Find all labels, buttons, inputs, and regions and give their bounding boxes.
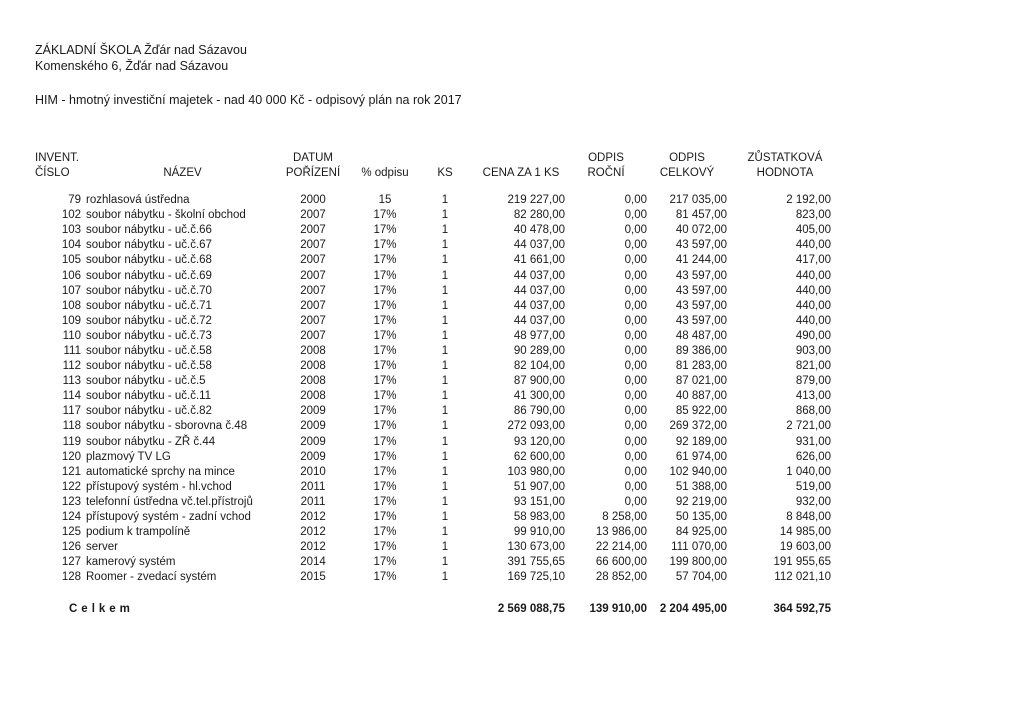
cell-annual-depreciation: 0,00 xyxy=(624,465,647,478)
cell-acquired-year: 2012 xyxy=(300,526,326,539)
cell-annual-depreciation: 22 214,00 xyxy=(595,541,647,554)
cell-name: soubor nábytku - ZŘ č.44 xyxy=(86,435,216,448)
cell-depreciation-pct: 15 xyxy=(378,194,392,207)
cell-unit-price: 44 037,00 xyxy=(513,239,565,252)
cell-depreciation-pct: 17% xyxy=(373,405,397,418)
cell-total-depreciation: 57 704,00 xyxy=(675,571,727,584)
cell-total-depreciation: 43 597,00 xyxy=(675,299,727,312)
cell-name: soubor nábytku - uč.č.11 xyxy=(86,390,212,403)
cell-invent-number: 122 xyxy=(61,480,81,493)
cell-invent-number: 111 xyxy=(63,344,81,357)
cell-total-depreciation: 92 219,00 xyxy=(675,495,727,508)
cell-residual-value: 440,00 xyxy=(795,314,831,327)
cell-unit-price: 51 907,00 xyxy=(513,480,565,493)
cell-acquired-year: 2011 xyxy=(300,480,326,493)
cell-unit-price: 87 900,00 xyxy=(513,375,565,388)
cell-depreciation-pct: 17% xyxy=(373,526,397,539)
cell-unit-price: 169 725,10 xyxy=(507,571,565,584)
cell-quantity: 1 xyxy=(441,526,449,539)
col-residual-value: ZŮSTATKOVÁ HODNOTA xyxy=(747,152,823,179)
cell-acquired-year: 2007 xyxy=(300,239,326,252)
cell-name: soubor nábytku - školní obchod xyxy=(86,209,246,222)
cell-name: soubor nábytku - uč.č.72 xyxy=(86,314,212,327)
table-row xyxy=(35,540,831,555)
cell-depreciation-pct: 17% xyxy=(373,450,397,463)
cell-residual-value: 405,00 xyxy=(795,224,831,237)
cell-invent-number: 113 xyxy=(62,375,81,388)
table-row xyxy=(35,435,831,450)
cell-unit-price: 82 280,00 xyxy=(513,209,565,222)
table-row xyxy=(35,419,831,434)
cell-name: podium k trampolíně xyxy=(86,526,191,539)
table-row xyxy=(35,193,831,208)
table-row xyxy=(35,284,831,299)
cell-total-depreciation: 40 072,00 xyxy=(675,224,727,237)
cell-unit-price: 44 037,00 xyxy=(513,284,565,297)
cell-depreciation-pct: 17% xyxy=(373,435,397,448)
cell-name: telefonní ústředna vč.tel.přístrojů xyxy=(86,495,253,508)
cell-depreciation-pct: 17% xyxy=(373,541,397,554)
cell-unit-price: 219 227,00 xyxy=(507,194,565,207)
cell-total-depreciation: 199 800,00 xyxy=(669,556,727,569)
cell-annual-depreciation: 0,00 xyxy=(624,254,647,267)
table-row xyxy=(35,268,831,283)
cell-quantity: 1 xyxy=(441,556,449,569)
cell-residual-value: 821,00 xyxy=(795,360,831,373)
cell-residual-value: 932,00 xyxy=(795,495,831,508)
cell-unit-price: 41 300,00 xyxy=(513,390,565,403)
total-unit-price: 2 569 088,75 xyxy=(497,602,565,615)
cell-residual-value: 440,00 xyxy=(795,239,831,252)
table-row xyxy=(35,329,831,344)
table-header xyxy=(35,150,831,193)
cell-name: soubor nábytku - uč.č.58 xyxy=(86,344,212,357)
table-row xyxy=(35,465,831,480)
cell-invent-number: 117 xyxy=(62,405,81,418)
table-row xyxy=(35,495,831,510)
cell-total-depreciation: 50 135,00 xyxy=(675,511,727,524)
cell-total-depreciation: 87 021,00 xyxy=(675,375,727,388)
cell-acquired-year: 2011 xyxy=(300,495,326,508)
cell-quantity: 1 xyxy=(441,390,449,403)
cell-depreciation-pct: 17% xyxy=(373,571,397,584)
cell-residual-value: 413,00 xyxy=(795,390,831,403)
school-address: Komenského 6, Žďár nad Sázavou xyxy=(35,59,229,73)
cell-depreciation-pct: 17% xyxy=(373,480,397,493)
cell-unit-price: 40 478,00 xyxy=(513,224,565,237)
cell-invent-number: 120 xyxy=(61,450,81,463)
cell-total-depreciation: 48 487,00 xyxy=(675,329,727,342)
cell-residual-value: 2 192,00 xyxy=(786,194,831,207)
cell-total-depreciation: 81 283,00 xyxy=(675,360,727,373)
cell-residual-value: 879,00 xyxy=(795,375,831,388)
cell-invent-number: 103 xyxy=(61,224,81,237)
cell-unit-price: 93 151,00 xyxy=(513,495,565,508)
cell-total-depreciation: 84 925,00 xyxy=(675,526,727,539)
cell-total-depreciation: 81 457,00 xyxy=(675,209,727,222)
cell-quantity: 1 xyxy=(441,194,449,207)
col-quantity: KS xyxy=(437,167,453,179)
cell-invent-number: 124 xyxy=(61,511,81,524)
cell-unit-price: 272 093,00 xyxy=(507,420,565,433)
cell-invent-number: 127 xyxy=(61,556,81,569)
cell-quantity: 1 xyxy=(441,420,449,433)
cell-unit-price: 93 120,00 xyxy=(513,435,565,448)
cell-annual-depreciation: 0,00 xyxy=(624,390,647,403)
cell-acquired-year: 2008 xyxy=(300,390,326,403)
cell-quantity: 1 xyxy=(441,495,449,508)
total-depreciation: 2 204 495,00 xyxy=(659,602,727,615)
cell-quantity: 1 xyxy=(441,571,449,584)
cell-acquired-year: 2008 xyxy=(300,375,326,388)
cell-annual-depreciation: 0,00 xyxy=(624,435,647,448)
cell-unit-price: 44 037,00 xyxy=(513,269,565,282)
table-row xyxy=(35,510,831,525)
cell-unit-price: 62 600,00 xyxy=(513,450,565,463)
cell-acquired-year: 2009 xyxy=(300,435,326,448)
cell-annual-depreciation: 0,00 xyxy=(624,284,647,297)
cell-annual-depreciation: 0,00 xyxy=(624,360,647,373)
cell-depreciation-pct: 17% xyxy=(373,344,397,357)
cell-annual-depreciation: 0,00 xyxy=(624,420,647,433)
cell-acquired-year: 2008 xyxy=(300,344,326,357)
cell-name: soubor nábytku - uč.č.70 xyxy=(86,284,212,297)
cell-annual-depreciation: 0,00 xyxy=(624,299,647,312)
cell-invent-number: 119 xyxy=(62,435,81,448)
cell-unit-price: 41 661,00 xyxy=(513,254,565,267)
cell-quantity: 1 xyxy=(441,375,449,388)
total-row xyxy=(35,585,831,619)
cell-quantity: 1 xyxy=(441,450,449,463)
cell-residual-value: 440,00 xyxy=(795,299,831,312)
cell-unit-price: 44 037,00 xyxy=(513,314,565,327)
table-row xyxy=(35,253,831,268)
table-row xyxy=(35,359,831,374)
cell-residual-value: 19 603,00 xyxy=(779,541,831,554)
cell-total-depreciation: 92 189,00 xyxy=(675,435,727,448)
cell-residual-value: 868,00 xyxy=(795,405,831,418)
cell-unit-price: 391 755,65 xyxy=(507,556,565,569)
cell-invent-number: 79 xyxy=(68,194,81,207)
table-row xyxy=(35,208,831,223)
cell-invent-number: 128 xyxy=(61,571,81,584)
cell-annual-depreciation: 66 600,00 xyxy=(595,556,647,569)
cell-annual-depreciation: 0,00 xyxy=(624,405,647,418)
cell-acquired-year: 2009 xyxy=(300,450,326,463)
col-date: DATUM POŘÍZENÍ xyxy=(285,152,341,179)
cell-depreciation-pct: 17% xyxy=(373,269,397,282)
col-name: NÁZEV xyxy=(163,167,202,179)
cell-annual-depreciation: 0,00 xyxy=(624,269,647,282)
cell-unit-price: 44 037,00 xyxy=(513,299,565,312)
cell-invent-number: 107 xyxy=(61,284,81,297)
cell-residual-value: 417,00 xyxy=(795,254,831,267)
cell-unit-price: 90 289,00 xyxy=(513,344,565,357)
cell-residual-value: 8 848,00 xyxy=(786,511,831,524)
table-body xyxy=(35,193,831,585)
table-row xyxy=(35,344,831,359)
cell-name: soubor nábytku - uč.č.58 xyxy=(86,360,212,373)
cell-residual-value: 1 040,00 xyxy=(786,465,831,478)
cell-annual-depreciation: 8 258,00 xyxy=(602,511,647,524)
cell-total-depreciation: 269 372,00 xyxy=(669,420,727,433)
cell-acquired-year: 2007 xyxy=(300,209,326,222)
cell-acquired-year: 2007 xyxy=(300,284,326,297)
cell-depreciation-pct: 17% xyxy=(373,254,397,267)
cell-invent-number: 110 xyxy=(62,329,81,342)
col-total-depreciation: ODPIS CELKOVÝ xyxy=(659,152,715,179)
cell-name: soubor nábytku - uč.č.69 xyxy=(86,269,212,282)
document-title: HIM - hmotný investiční majetek - nad 40 000 Kč - odpisový plán na rok 2017 xyxy=(35,93,462,107)
cell-quantity: 1 xyxy=(441,314,449,327)
cell-annual-depreciation: 0,00 xyxy=(624,209,647,222)
cell-annual-depreciation: 13 986,00 xyxy=(595,526,647,539)
cell-quantity: 1 xyxy=(441,299,449,312)
cell-residual-value: 490,00 xyxy=(795,329,831,342)
cell-acquired-year: 2014 xyxy=(300,556,326,569)
cell-total-depreciation: 43 597,00 xyxy=(675,269,727,282)
cell-annual-depreciation: 0,00 xyxy=(624,239,647,252)
col-annual-depreciation: ODPIS ROČNÍ xyxy=(587,152,625,179)
cell-total-depreciation: 43 597,00 xyxy=(675,284,727,297)
cell-acquired-year: 2008 xyxy=(300,360,326,373)
cell-unit-price: 86 790,00 xyxy=(513,405,565,418)
cell-total-depreciation: 89 386,00 xyxy=(675,344,727,357)
cell-annual-depreciation: 0,00 xyxy=(624,329,647,342)
cell-depreciation-pct: 17% xyxy=(373,360,397,373)
cell-depreciation-pct: 17% xyxy=(373,239,397,252)
cell-residual-value: 903,00 xyxy=(795,344,831,357)
cell-name: soubor nábytku - uč.č.5 xyxy=(86,375,206,388)
cell-invent-number: 109 xyxy=(61,314,81,327)
col-invent-number: INVENT. ČÍSLO xyxy=(35,152,80,179)
cell-quantity: 1 xyxy=(441,239,449,252)
cell-residual-value: 440,00 xyxy=(795,269,831,282)
cell-depreciation-pct: 17% xyxy=(373,299,397,312)
cell-unit-price: 99 910,00 xyxy=(513,526,565,539)
total-label: Celkem xyxy=(69,602,134,615)
cell-annual-depreciation: 0,00 xyxy=(624,495,647,508)
cell-residual-value: 823,00 xyxy=(795,209,831,222)
cell-quantity: 1 xyxy=(441,511,449,524)
cell-total-depreciation: 111 070,00 xyxy=(671,541,727,554)
table-row xyxy=(35,480,831,495)
cell-total-depreciation: 43 597,00 xyxy=(675,314,727,327)
cell-total-depreciation: 43 597,00 xyxy=(675,239,727,252)
asset-table xyxy=(35,150,831,619)
cell-annual-depreciation: 0,00 xyxy=(624,344,647,357)
cell-name: soubor nábytku - uč.č.66 xyxy=(86,224,212,237)
cell-acquired-year: 2007 xyxy=(300,329,326,342)
cell-quantity: 1 xyxy=(441,360,449,373)
cell-residual-value: 14 985,00 xyxy=(779,526,831,539)
cell-annual-depreciation: 0,00 xyxy=(624,450,647,463)
cell-name: kamerový systém xyxy=(86,556,176,569)
cell-depreciation-pct: 17% xyxy=(373,329,397,342)
cell-quantity: 1 xyxy=(441,465,449,478)
col-unit-price: CENA ZA 1 KS xyxy=(482,167,560,179)
cell-name: automatické sprchy na mince xyxy=(86,465,235,478)
cell-name: přístupový systém - hl.vchod xyxy=(86,480,232,493)
cell-annual-depreciation: 28 852,00 xyxy=(595,571,647,584)
cell-acquired-year: 2010 xyxy=(300,465,326,478)
cell-quantity: 1 xyxy=(441,405,449,418)
table-row xyxy=(35,404,831,419)
cell-name: přístupový systém - zadní vchod xyxy=(86,511,251,524)
cell-depreciation-pct: 17% xyxy=(373,390,397,403)
cell-quantity: 1 xyxy=(441,435,449,448)
cell-invent-number: 102 xyxy=(61,209,81,222)
cell-invent-number: 118 xyxy=(62,420,81,433)
cell-name: plazmový TV LG xyxy=(86,450,171,463)
cell-total-depreciation: 85 922,00 xyxy=(675,405,727,418)
cell-depreciation-pct: 17% xyxy=(373,314,397,327)
cell-total-depreciation: 51 388,00 xyxy=(675,480,727,493)
cell-annual-depreciation: 0,00 xyxy=(624,224,647,237)
cell-quantity: 1 xyxy=(441,329,449,342)
cell-depreciation-pct: 17% xyxy=(373,511,397,524)
cell-acquired-year: 2007 xyxy=(300,224,326,237)
cell-invent-number: 112 xyxy=(62,360,81,373)
cell-depreciation-pct: 17% xyxy=(373,375,397,388)
cell-name: soubor nábytku - uč.č.82 xyxy=(86,405,212,418)
cell-quantity: 1 xyxy=(441,224,449,237)
cell-acquired-year: 2012 xyxy=(300,541,326,554)
cell-unit-price: 130 673,00 xyxy=(507,541,565,554)
table-row xyxy=(35,374,831,389)
cell-residual-value: 112 021,10 xyxy=(774,571,831,584)
cell-unit-price: 103 980,00 xyxy=(507,465,565,478)
cell-quantity: 1 xyxy=(441,344,449,357)
cell-depreciation-pct: 17% xyxy=(373,495,397,508)
table-row xyxy=(35,570,831,585)
cell-annual-depreciation: 0,00 xyxy=(624,480,647,493)
table-row xyxy=(35,238,831,253)
total-annual-depreciation: 139 910,00 xyxy=(589,602,647,615)
table-row xyxy=(35,555,831,570)
cell-invent-number: 123 xyxy=(61,495,81,508)
cell-annual-depreciation: 0,00 xyxy=(624,375,647,388)
table-row xyxy=(35,299,831,314)
cell-quantity: 1 xyxy=(441,209,449,222)
cell-acquired-year: 2007 xyxy=(300,299,326,312)
cell-residual-value: 519,00 xyxy=(795,480,831,493)
cell-quantity: 1 xyxy=(441,541,449,554)
cell-residual-value: 191 955,65 xyxy=(773,556,831,569)
cell-total-depreciation: 102 940,00 xyxy=(669,465,727,478)
table-row xyxy=(35,223,831,238)
cell-total-depreciation: 41 244,00 xyxy=(675,254,727,267)
cell-invent-number: 125 xyxy=(61,526,81,539)
cell-name: Roomer - zvedací systém xyxy=(86,571,217,584)
cell-depreciation-pct: 17% xyxy=(373,224,397,237)
cell-name: rozhlasová ústředna xyxy=(86,194,190,207)
cell-acquired-year: 2015 xyxy=(300,571,326,584)
cell-name: soubor nábytku - uč.č.67 xyxy=(86,239,212,252)
cell-annual-depreciation: 0,00 xyxy=(624,314,647,327)
cell-residual-value: 931,00 xyxy=(795,435,831,448)
cell-name: soubor nábytku - uč.č.71 xyxy=(86,299,212,312)
cell-depreciation-pct: 17% xyxy=(373,465,397,478)
cell-acquired-year: 2000 xyxy=(300,194,326,207)
cell-invent-number: 104 xyxy=(61,239,81,252)
cell-depreciation-pct: 17% xyxy=(373,209,397,222)
cell-quantity: 1 xyxy=(441,269,449,282)
cell-acquired-year: 2007 xyxy=(300,269,326,282)
table-row xyxy=(35,525,831,540)
table-row xyxy=(35,314,831,329)
cell-acquired-year: 2012 xyxy=(300,511,326,524)
cell-unit-price: 82 104,00 xyxy=(513,360,565,373)
cell-depreciation-pct: 17% xyxy=(373,556,397,569)
cell-total-depreciation: 40 887,00 xyxy=(675,390,727,403)
cell-quantity: 1 xyxy=(441,480,449,493)
cell-unit-price: 48 977,00 xyxy=(513,329,565,342)
cell-depreciation-pct: 17% xyxy=(373,420,397,433)
cell-acquired-year: 2009 xyxy=(300,405,326,418)
cell-total-depreciation: 217 035,00 xyxy=(669,194,727,207)
school-name: ZÁKLADNÍ ŠKOLA Žďár nad Sázavou xyxy=(35,43,247,57)
cell-residual-value: 626,00 xyxy=(795,450,831,463)
cell-quantity: 1 xyxy=(441,254,449,267)
total-residual-value: 364 592,75 xyxy=(773,602,831,615)
cell-depreciation-pct: 17% xyxy=(373,284,397,297)
cell-invent-number: 126 xyxy=(61,541,81,554)
cell-acquired-year: 2009 xyxy=(300,420,326,433)
cell-unit-price: 58 983,00 xyxy=(513,511,565,524)
cell-total-depreciation: 61 974,00 xyxy=(675,450,727,463)
cell-residual-value: 440,00 xyxy=(795,284,831,297)
cell-invent-number: 106 xyxy=(61,269,81,282)
cell-invent-number: 114 xyxy=(62,390,81,403)
cell-name: server xyxy=(86,541,118,554)
cell-annual-depreciation: 0,00 xyxy=(624,194,647,207)
cell-name: soubor nábytku - sborovna č.48 xyxy=(86,420,248,433)
cell-acquired-year: 2007 xyxy=(300,254,326,267)
cell-acquired-year: 2007 xyxy=(300,314,326,327)
cell-invent-number: 105 xyxy=(61,254,81,267)
cell-invent-number: 121 xyxy=(61,465,81,478)
table-row xyxy=(35,389,831,404)
cell-name: soubor nábytku - uč.č.73 xyxy=(86,329,212,342)
table-row xyxy=(35,450,831,465)
cell-residual-value: 2 721,00 xyxy=(786,420,831,433)
col-depreciation-pct: % odpisu xyxy=(361,167,409,179)
cell-name: soubor nábytku - uč.č.68 xyxy=(86,254,212,267)
cell-quantity: 1 xyxy=(441,284,449,297)
cell-invent-number: 108 xyxy=(61,299,81,312)
